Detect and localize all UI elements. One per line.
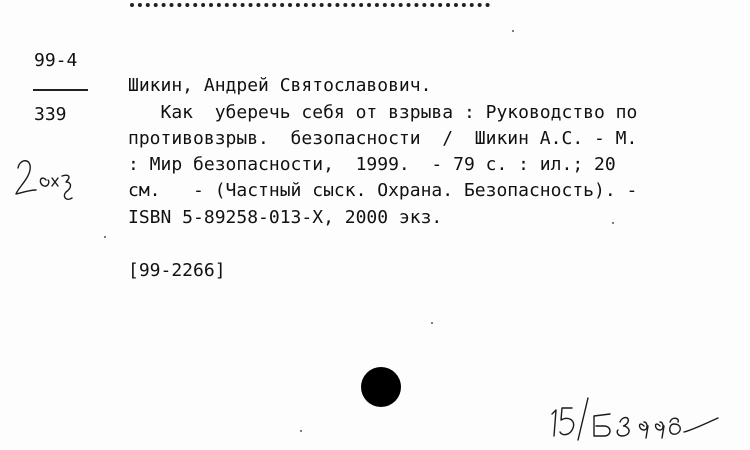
paper-speck <box>512 30 514 32</box>
description-line-2: противовзрыв. безопасности / Шикин А.С. - М. <box>128 128 638 149</box>
top-edge-marks <box>130 0 490 7</box>
paper-speck <box>104 236 106 238</box>
handwritten-inventory-number <box>548 392 728 447</box>
request-number: [99-2266] <box>128 260 226 281</box>
description-line-4: см. - (Частный сыск. Охрана. Безопасность). - <box>128 180 638 201</box>
paper-speck <box>612 222 614 224</box>
call-number-bottom: 339 <box>34 104 67 125</box>
paper-speck <box>300 430 302 432</box>
paper-speck <box>431 322 433 324</box>
author-heading: Шикин, Андрей Святославович. <box>128 75 432 96</box>
call-number-top: 99-4 <box>34 50 78 71</box>
punch-hole <box>361 367 401 407</box>
description-line-3: : Мир безопасности, 1999. - 79 с. : ил.; 20 <box>128 154 616 175</box>
handwritten-copies-note <box>10 150 90 210</box>
description-line-1: Как уберечь себя от взрыва : Руководство по <box>128 102 638 123</box>
description-line-5: ISBN 5-89258-013-X, 2000 экз. <box>128 207 443 228</box>
call-number-divider <box>33 89 88 91</box>
